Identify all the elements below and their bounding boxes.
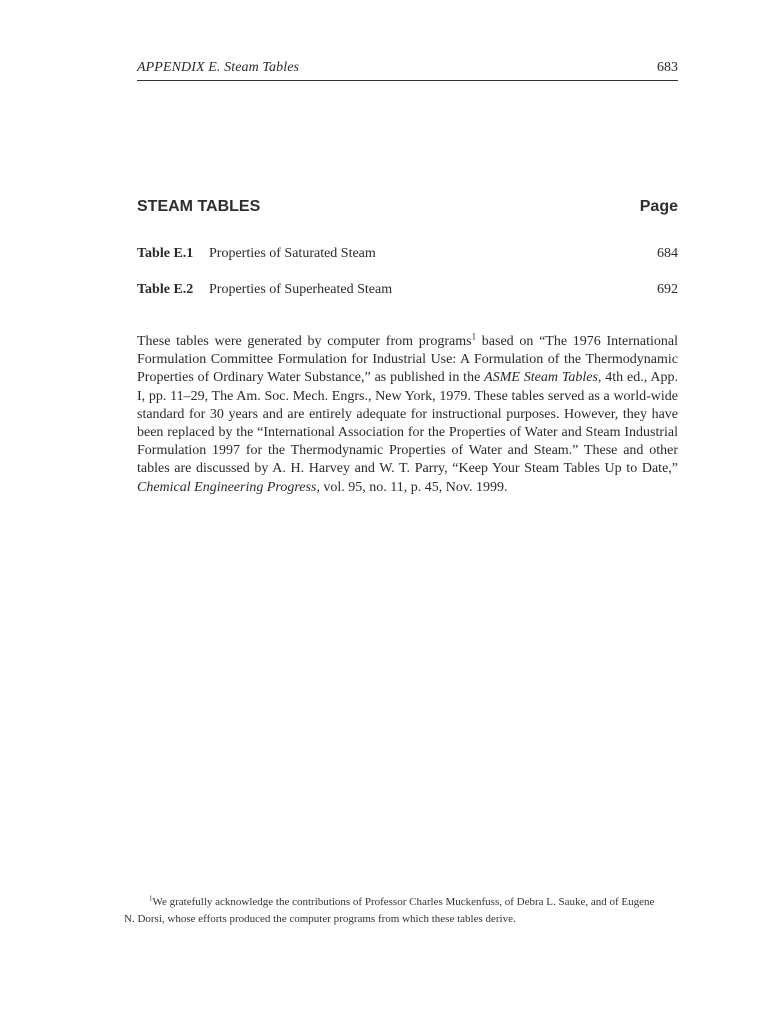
footnote-line [137, 894, 678, 911]
footnote-mark: 1 [149, 894, 153, 903]
toc-entry-description: Properties of Superheated Steam [209, 282, 393, 297]
toc-entry-description: Properties of Saturated Steam [209, 246, 376, 261]
footnote [124, 894, 678, 927]
page-column-label: Page [639, 198, 678, 215]
paragraph-text: These tables were generated by computer from programs [137, 334, 472, 349]
running-head-title: APPENDIX E. Steam Tables [137, 60, 300, 75]
toc-entry-page: 692 [657, 282, 678, 297]
toc-entry-page: 684 [657, 246, 678, 261]
section-heading [137, 198, 678, 220]
paragraph-text: vol. 95, no. 11, p. 45, Nov. 1999. [319, 479, 508, 495]
toc-entry-table-e1 [137, 246, 678, 266]
toc-entry-table-e2 [137, 282, 678, 302]
section-title: STEAM TABLES [137, 198, 261, 215]
paragraph-text: 4th ed., App. I, pp. 11–29, The Am. Soc. Mech. Engrs., New York, 1979. These tables served as a world-wide standard for 30 years and are entirely adequate for instructional purposes. However, they have been replaced by the “International Association for the Properties of Water and Steam Industrial Formulation 1997 for the Thermodynamic Properties of Water and Steam.” These and other tables are discussed by A. H. Harvey and W. T. Parry, “Keep Your Steam Tables Up to Date,” [137, 370, 678, 477]
toc-entry-label: Table E.1 [137, 246, 194, 261]
toc-entry-label: Table E.2 [137, 282, 194, 297]
paragraph-text: based on “The 1976 International Formulation Committee Formulation for Industrial Use: A Formulation of the Thermodynamic Properties of Ordinary Water Substance,” as published in the [137, 334, 678, 386]
body-paragraph [137, 333, 678, 497]
paragraph-italic-title: Chemical Engineering Progress, [137, 479, 320, 495]
running-head [137, 58, 678, 81]
page-number: 683 [657, 60, 678, 75]
footnote-reference: 1 [471, 331, 477, 342]
footnote-line: N. Dorsi, whose efforts produced the computer programs from which these tables derive. [124, 912, 516, 925]
paragraph-italic-title: ASME Steam Tables, [484, 370, 602, 386]
footnote-text: We gratefully acknowledge the contributions of Professor Charles Muckenfuss, of Debra L. Sauke, and of Eugene [152, 896, 655, 908]
